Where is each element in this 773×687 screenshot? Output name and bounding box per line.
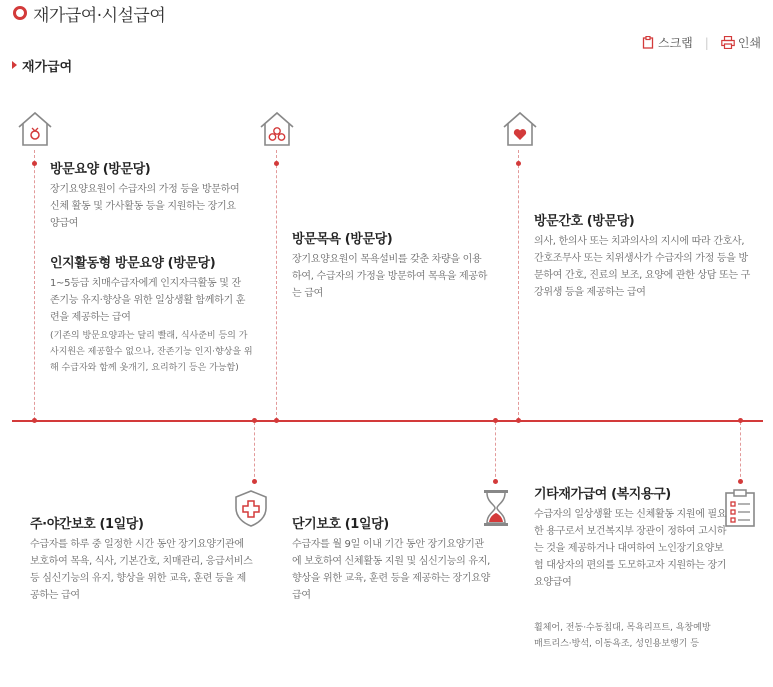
section-arrow-icon [12, 61, 17, 69]
section-title: 재가급여 [22, 60, 73, 75]
timeline-connector [34, 150, 35, 420]
short-term-care-desc: 수급자를 월 9일 이내 기간 동안 장기요양기관에 보호하여 신체활동 지원 및 심신기능의 유지, 향상을 위한 교육, 훈련 등을 제공하는 장기요양급여 [292, 539, 490, 601]
timeline-dot [32, 418, 37, 423]
timeline-dot [516, 161, 521, 166]
timeline-connector [495, 422, 496, 482]
timeline-dot [738, 418, 743, 423]
visit-nursing-desc: 의사, 한의사 또는 치과의사의 지시에 따라 간호사, 간호조무사 또는 치위생사가 수급자의 가정 등을 방문하여 간호, 진료의 보조, 요양에 관한 상담 또는 구강위생 등을 제공하는 급여 [534, 236, 750, 298]
cognitive-care-desc: 1~5등급 치매수급자에게 인지자극활동 및 잔존기능 유지·향상을 위한 일상생활 함께하기 훈련을 제공하는 급여 [50, 278, 246, 323]
timeline-dot [274, 161, 279, 166]
timeline-dot [32, 161, 37, 166]
timeline-dot [493, 479, 498, 484]
shield-cross-icon [232, 488, 270, 528]
title-bullet-icon [13, 6, 27, 20]
day-night-care-desc: 수급자를 하루 중 일정한 시간 동안 장기요양기관에 보호하여 목욕, 식사, 기본간호, 치매관리, 응급서비스 등 심신기능의 유지, 향상을 위한 교육, 훈련 등을 제공하는 급여 [30, 539, 253, 601]
visit-care-desc: 장기요양요원이 수급자의 가정 등을 방문하여 신체 활동 및 가사활동 등을 지원하는 장기요양급여 [50, 184, 240, 229]
timeline-connector [518, 150, 519, 420]
day-night-care-title: 주·야간보호 (1일당) [30, 517, 144, 532]
short-term-care-title: 단기보호 (1일당) [292, 517, 389, 532]
visit-bath-desc: 장기요양요원이 목욕설비를 갖춘 차량을 이용하여, 수급자의 가정을 방문하여 목욕을 제공하는 급여 [292, 254, 488, 299]
timeline-dot [274, 418, 279, 423]
other-home-care-desc: 수급자의 일상생활 또는 신체활동 지원에 필요한 용구로서 보건복지부 장관이 정하여 고시하는 것을 제공하거나 대여하여 노인장기요양보험 대상자의 편의를 도모하고자 지원하는 장기요양급여 [534, 509, 727, 588]
print-icon [721, 36, 735, 49]
scrap-icon [642, 36, 655, 49]
visit-nursing-title: 방문간호 (방문당) [534, 214, 635, 229]
toolbar-divider: | [704, 35, 709, 50]
visit-bath-title: 방문목욕 (방문당) [292, 232, 393, 247]
print-label: 인쇄 [737, 36, 761, 50]
page-title: 재가급여·시설급여 [33, 6, 166, 26]
other-home-care-title: 기타재가급여 (복지용구) [534, 487, 671, 502]
timeline-dot [738, 479, 743, 484]
hourglass-icon [481, 488, 511, 528]
toolbar [642, 34, 761, 51]
timeline-dot [516, 418, 521, 423]
timeline-dot [252, 418, 257, 423]
cognitive-care-title: 인지활동형 방문요양 (방문당) [50, 256, 216, 271]
house-heart-icon [15, 110, 55, 148]
welfare-equipment-list: 휠체어, 전동·수동침대, 목욕리프트, 욕창예방매트리스·방석, 이동욕조, 성인용보행기 등 [534, 623, 711, 649]
house-heart-icon [500, 110, 540, 148]
scrap-label: 스크랩 [657, 36, 693, 50]
house-bubbles-icon [257, 110, 297, 148]
timeline-line [12, 420, 763, 422]
timeline-connector [254, 422, 255, 482]
timeline-connector [276, 150, 277, 420]
timeline-dot [493, 418, 498, 423]
cognitive-care-note: (기존의 방문요양과는 달리 빨래, 식사준비 등의 가사지원은 제공할수 없으나, 잔존기능 인지·향상을 위해 수급자와 함께 옷개기, 요리하기 등은 가능함) [50, 331, 253, 373]
print-button[interactable] [721, 34, 761, 51]
timeline-connector [740, 422, 741, 482]
timeline-dot [252, 479, 257, 484]
scrap-button[interactable] [642, 34, 693, 51]
visit-care-title: 방문요양 (방문당) [50, 162, 151, 177]
